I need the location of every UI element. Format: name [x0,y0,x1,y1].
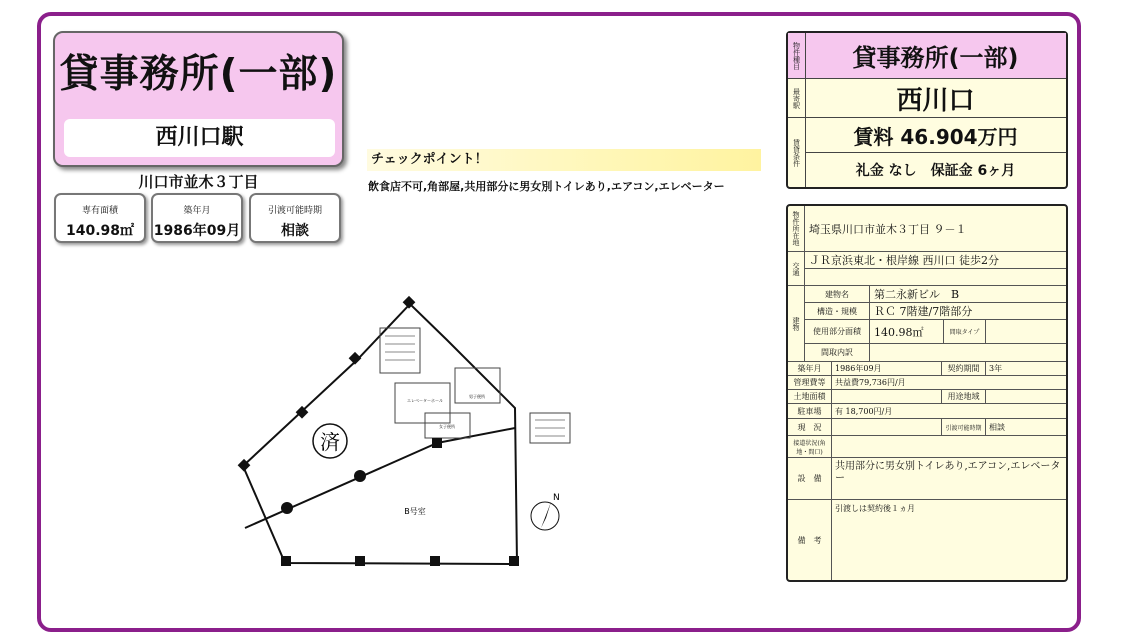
location-value: 埼玉県川口市並木３丁目 ９－１ [805,206,1066,252]
stat-label: 築年月 [183,206,211,216]
summary-station-row [788,79,1066,118]
land-label: 土地面積 [788,390,832,404]
details-table [786,204,1068,582]
equipment-value: 共用部分に男女別トイレあり,エアコン,エレベーター [832,458,1066,500]
layout-detail-label: 間取内訳 [805,344,870,362]
fee-label: 管理費等 [788,376,832,390]
road-value [832,436,1066,458]
summary-type: 貸事務所(一部) [852,44,1019,72]
location-label: 物件所在地 [792,211,800,246]
room-label: B号室 [404,507,426,516]
contract-value: 3年 [986,362,1066,376]
elevator-hall-room [395,383,450,423]
building-label-cell [788,286,805,362]
stat-built [151,193,243,243]
handover-value: 相談 [986,419,1066,436]
north-arrow-icon [531,493,560,530]
structure-label: 構造・規模 [805,303,870,320]
stat-value: 1986年09月 [153,223,241,239]
built-value: 1986年09月 [832,362,942,376]
checkpoint-title: チェックポイント！ [367,149,761,171]
station-name: 西川口駅 [64,119,335,157]
layout-detail-value [870,344,1066,362]
elevator-hall-label: エレベーターホール [407,398,443,403]
parking-value: 有 18,700円/月 [832,404,1066,419]
building-label: 建物 [792,316,800,331]
handover-label: 引渡可能時期 [942,419,986,436]
stat-label: 専有面積 [81,206,118,216]
stat-handover [249,193,341,243]
status-label: 現 況 [788,419,832,436]
summary-station: 西川口 [896,85,975,116]
summary-deposit: 礼金 なし 保証金 6ヶ月 [855,162,1016,179]
mens-wc-label: 男子便所 [469,394,485,399]
stat-label: 引渡可能時期 [267,206,322,216]
layout-type-label: 間取タイプ [944,320,986,344]
location-label-cell [788,206,805,252]
stat-value: 相談 [281,223,309,239]
address-short: 川口市並木３丁目 [138,173,259,191]
remarks-label: 備 考 [788,500,832,580]
transport-value: ＪＲ京浜東北・根岸線 西川口 徒歩2分 [805,252,1066,269]
transport-label-cell [788,252,805,286]
title-card [53,31,344,167]
equipment-label: 設 備 [788,458,832,500]
summary-terms-row [788,118,1066,187]
summary-rent: 賃料 46.904万円 [805,118,1066,153]
status-value [832,419,942,436]
road-label: 接道状況(角地・間口) [788,436,832,458]
summary-station-label: 最寄駅 [788,79,806,117]
summary-type-row [788,33,1066,79]
parking-label: 駐車場 [788,404,832,419]
floor-plan [225,288,590,578]
property-title: 貸事務所(一部) [59,52,338,97]
stat-area [54,193,146,243]
area-value: 140.98㎡ [870,320,944,344]
contract-label: 契約期間 [942,362,986,376]
transport-blank [805,269,1066,286]
stamp-text: 済 [320,430,340,454]
partition-wall [437,428,515,443]
zoning-label: 用途地域 [942,390,986,404]
structure-value: ＲＣ 7階建/7階部分 [870,303,1066,320]
land-value [832,390,942,404]
building-name: 第二永新ビル B [870,286,1066,303]
stat-value: 140.98㎡ [65,223,135,239]
built-label: 築年月 [788,362,832,376]
building-name-label: 建物名 [805,286,870,303]
layout-type-value [986,320,1066,344]
womens-wc-label: 女子便所 [439,424,455,429]
checkpoint-text: 飲食店不可,角部屋,共用部分に男女別トイレあり,エアコン,エレベーター [368,180,725,193]
north-label: N [553,493,560,503]
transport-label: 交通 [792,261,800,276]
area-label: 使用部分面積 [805,320,870,344]
fee-value: 共益費79,736円/月 [832,376,1066,390]
summary-box [786,31,1068,189]
remarks-value: 引渡しは契約後１ヵ月 [835,504,915,513]
stair-core [380,328,420,373]
summary-terms-label: 賃貸条件 [788,118,806,187]
summary-type-label: 物件種目 [788,33,806,78]
zoning-value [986,390,1066,404]
